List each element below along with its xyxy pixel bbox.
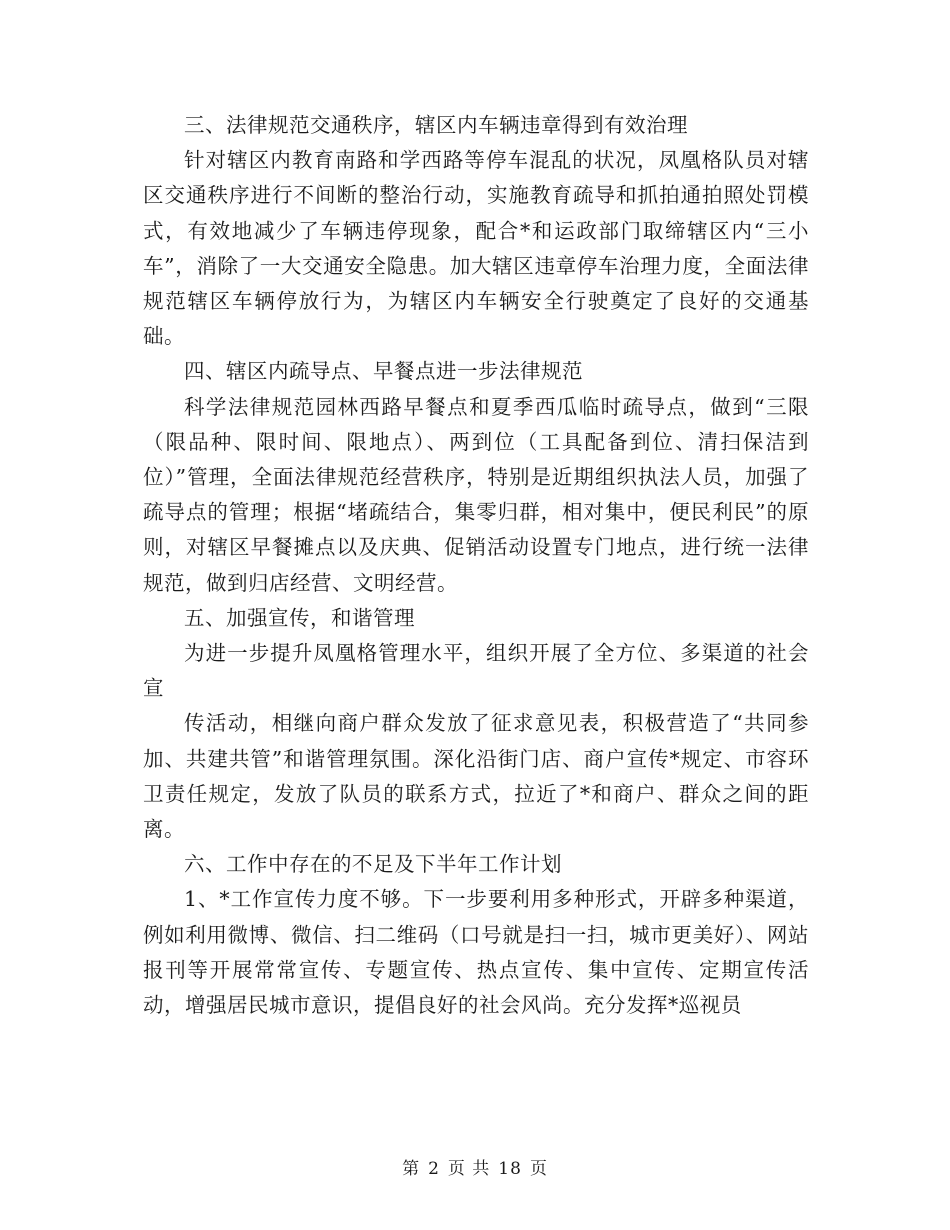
section-heading-3: 三、法律规范交通秩序，辖区内车辆违章得到有效治理 — [184, 113, 688, 137]
document-body — [143, 108, 809, 1023]
page-footer — [0, 1154, 950, 1179]
section-heading-4: 四、辖区内疏导点、早餐点进一步法律规范 — [184, 359, 583, 384]
paragraph-publicity: 传活动，相继向商户群众发放了征求意见表，积极营造了“共同参加、共建共管”和谐管理氛围。深化沿街门店、商户宣传*规定、市容环卫责任规定，发放了队员的联系方式，拉近了*和商户、群众之间的距离。 — [143, 711, 809, 842]
paragraph-plan-1: 1、*工作宣传力度不够。下一步要利用多种形式，开辟多种渠道，例如利用微博、微信、扫二维码（口号就是扫一扫，城市更美好）、网站报刊等开展常常宣传、专题宣传、热点宣传、集中宣传、定期宣传活动，增强居民城市意识，提倡良好的社会风尚。充分发挥*巡视员 — [143, 887, 809, 1018]
footer-middle: 页 共 — [447, 1159, 491, 1179]
paragraph-traffic: 针对辖区内教育南路和学西路等停车混乱的状况，凤凰格队员对辖区交通秩序进行不间断的整治行动，实施教育疏导和抓拍通拍照处罚模式，有效地减少了车辆违停现象，配合*和运政部门取缔辖区内“三小车”，消除了一大交通安全隐患。加大辖区违章停车治理力度，全面法律规范辖区车辆停放行为，为辖区内车辆安全行驶奠定了良好的交通基础。 — [143, 148, 809, 349]
paragraph-breakfast-points: 科学法律规范园林西路早餐点和夏季西瓜临时疏导点，做到“三限（限品种、限时间、限地点）、两到位（工具配备到位、清扫保洁到位）”管理，全面法律规范经营秩序，特别是近期组织执法人员，加强了疏导点的管理；根据“堵疏结合，集零归群，相对集中，便民利民”的原则，对辖区早餐摊点以及庆典、促销活动设置专门地点，进行统一法律规范，做到归店经营、文明经营。 — [143, 394, 809, 595]
footer-suffix: 页 — [529, 1159, 548, 1179]
footer-current-page: 2 — [428, 1159, 440, 1179]
footer-prefix: 第 — [402, 1159, 421, 1179]
section-heading-5: 五、加强宣传，和谐管理 — [184, 605, 415, 630]
section-heading-6: 六、工作中存在的不足及下半年工作计划 — [184, 852, 562, 877]
footer-total-pages: 18 — [498, 1159, 522, 1179]
paragraph-publicity-intro: 为进一步提升凤凰格管理水平，组织开展了全方位、多渠道的社会宣 — [143, 641, 809, 701]
